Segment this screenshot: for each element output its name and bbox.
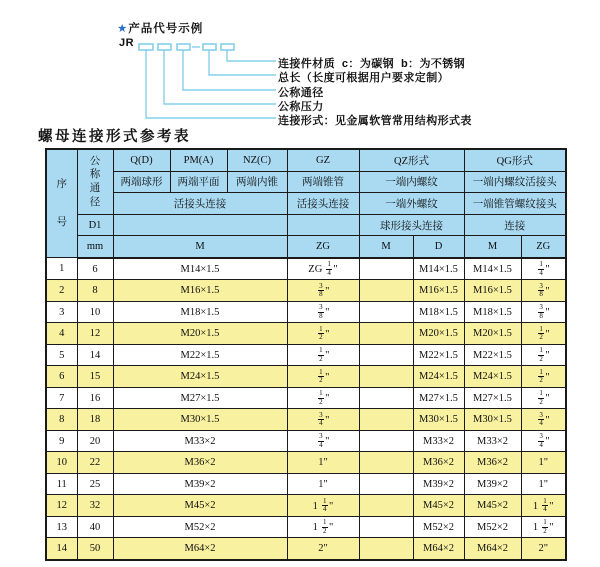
table-row bbox=[46, 301, 566, 323]
cell-gz: 1" bbox=[287, 452, 359, 474]
table-row bbox=[46, 344, 566, 366]
cell-seq: 2 bbox=[46, 280, 77, 302]
pm-desc: 两端平面 bbox=[170, 171, 227, 193]
qg-desc2: 一端锥管螺纹接头 bbox=[464, 193, 566, 215]
cell-gz: $\frac{1}{2}$ " bbox=[287, 366, 359, 388]
cell-qz-d: M20×1.5 bbox=[413, 323, 464, 345]
code-box-1 bbox=[139, 44, 153, 50]
dn-header-label: 公称通径 bbox=[89, 155, 101, 208]
cell-qz-m bbox=[359, 495, 413, 517]
cell-qg-zg: 1" bbox=[521, 473, 566, 495]
qg-desc1: 一端内螺纹活接头 bbox=[464, 171, 566, 193]
gz-unit-header: ZG bbox=[287, 236, 359, 258]
cell-seq: 10 bbox=[46, 452, 77, 474]
code-label-connection: 连接形式：见金属软管常用结构形式表 bbox=[278, 115, 472, 127]
col-header-dn bbox=[77, 149, 113, 214]
cell-seq: 3 bbox=[46, 301, 77, 323]
cell-qz-d: M33×2 bbox=[413, 430, 464, 452]
table-row bbox=[46, 366, 566, 388]
cell-seq: 5 bbox=[46, 344, 77, 366]
cell-m: M24×1.5 bbox=[113, 366, 287, 388]
cell-dn: 14 bbox=[77, 344, 113, 366]
cell-qg-m: M39×2 bbox=[464, 473, 521, 495]
cell-qg-m: M45×2 bbox=[464, 495, 521, 517]
cell-m: M36×2 bbox=[113, 452, 287, 474]
cell-qg-m: M20×1.5 bbox=[464, 323, 521, 345]
d1-header: D1 bbox=[77, 214, 113, 236]
cell-gz: $\frac{3}{4}$ " bbox=[287, 409, 359, 431]
cell-qz-d: M16×1.5 bbox=[413, 280, 464, 302]
cell-qg-zg: 2" bbox=[521, 538, 566, 560]
col-header-pm-code: PM(A) bbox=[170, 149, 227, 171]
cell-qz-d: M14×1.5 bbox=[413, 258, 464, 280]
star-icon: ★ bbox=[117, 23, 129, 35]
cell-m: M20×1.5 bbox=[113, 323, 287, 345]
cell-qz-d: M30×1.5 bbox=[413, 409, 464, 431]
cell-qz-m bbox=[359, 516, 413, 538]
code-label-material: 连接件材质 c：为碳钢 b：为不锈钢 bbox=[278, 58, 466, 70]
cell-qz-m bbox=[359, 452, 413, 474]
cell-qg-zg: 1 $\frac{1}{2}$ " bbox=[521, 516, 566, 538]
col-header-gz-code: GZ bbox=[287, 149, 359, 171]
cell-qg-m: M14×1.5 bbox=[464, 258, 521, 280]
cell-qg-zg: $\frac{1}{2}$ " bbox=[521, 387, 566, 409]
cell-qg-m: M24×1.5 bbox=[464, 366, 521, 388]
cell-gz: $\frac{1}{2}$ " bbox=[287, 344, 359, 366]
connector-line-diameter bbox=[183, 50, 276, 90]
table-row bbox=[46, 430, 566, 452]
cell-qg-m: M36×2 bbox=[464, 452, 521, 474]
cell-qg-m: M52×2 bbox=[464, 516, 521, 538]
cell-qg-m: M18×1.5 bbox=[464, 301, 521, 323]
cell-qz-m bbox=[359, 538, 413, 560]
code-box-2 bbox=[158, 44, 171, 50]
union-connection-header: 活接头连接 bbox=[113, 193, 287, 215]
cell-qz-d: M27×1.5 bbox=[413, 387, 464, 409]
cell-qz-m bbox=[359, 473, 413, 495]
cell-seq: 6 bbox=[46, 366, 77, 388]
cell-qg-zg: 1" bbox=[521, 452, 566, 474]
cell-qg-zg: $\frac{1}{2}$ " bbox=[521, 323, 566, 345]
cell-m: M22×1.5 bbox=[113, 344, 287, 366]
gz-connection-header: 活接头连接 bbox=[287, 193, 359, 215]
cell-qg-zg: $\frac{1}{2}$ " bbox=[521, 344, 566, 366]
cell-qg-zg: $\frac{1}{4}$ " bbox=[521, 258, 566, 280]
mm-header: mm bbox=[77, 236, 113, 258]
cell-qz-m bbox=[359, 323, 413, 345]
cell-m: M64×2 bbox=[113, 538, 287, 560]
cell-gz: $\frac{1}{2}$ " bbox=[287, 323, 359, 345]
qg-unit1-header: M bbox=[464, 236, 521, 258]
cell-seq: 13 bbox=[46, 516, 77, 538]
cell-m: M18×1.5 bbox=[113, 301, 287, 323]
cell-seq: 1 bbox=[46, 258, 77, 280]
connector-line-connection bbox=[146, 50, 276, 118]
table-row bbox=[46, 495, 566, 517]
m-unit-header: M bbox=[113, 236, 287, 258]
nz-desc: 两端内锥 bbox=[227, 171, 287, 193]
cell-dn: 32 bbox=[77, 495, 113, 517]
cell-seq: 9 bbox=[46, 430, 77, 452]
cell-qz-m bbox=[359, 344, 413, 366]
cell-qg-m: M64×2 bbox=[464, 538, 521, 560]
qz-desc2: 一端外螺纹 bbox=[359, 193, 464, 215]
cell-dn: 22 bbox=[77, 452, 113, 474]
col-header-q-code: Q(D) bbox=[113, 149, 170, 171]
qz-unit2-header: D bbox=[413, 236, 464, 258]
cell-dn: 25 bbox=[77, 473, 113, 495]
cell-m: M33×2 bbox=[113, 430, 287, 452]
cell-dn: 10 bbox=[77, 301, 113, 323]
cell-m: M45×2 bbox=[113, 495, 287, 517]
table-row bbox=[46, 452, 566, 474]
cell-qg-m: M33×2 bbox=[464, 430, 521, 452]
cell-gz: $\frac{3}{8}$ " bbox=[287, 301, 359, 323]
cell-seq: 8 bbox=[46, 409, 77, 431]
cell-dn: 40 bbox=[77, 516, 113, 538]
cell-seq: 11 bbox=[46, 473, 77, 495]
cell-m: M14×1.5 bbox=[113, 258, 287, 280]
product-code-heading-text: 产品代号示例 bbox=[128, 23, 204, 35]
code-box-3 bbox=[177, 44, 190, 50]
table-title: 螺母连接形式参考表 bbox=[38, 129, 191, 145]
table-row bbox=[46, 538, 566, 560]
cell-seq: 4 bbox=[46, 323, 77, 345]
seq-header-label: 序号 bbox=[56, 178, 67, 228]
cell-qz-d: M52×2 bbox=[413, 516, 464, 538]
code-label-pressure: 公称压力 bbox=[278, 101, 324, 113]
empty-header-cell bbox=[113, 214, 287, 236]
cell-gz: $\frac{3}{8}$ " bbox=[287, 280, 359, 302]
cell-seq: 12 bbox=[46, 495, 77, 517]
table-row bbox=[46, 473, 566, 495]
col-header-nz-code: NZ(C) bbox=[227, 149, 287, 171]
qz-desc1: 一端内螺纹 bbox=[359, 171, 464, 193]
table-row bbox=[46, 258, 566, 280]
cell-qz-m bbox=[359, 258, 413, 280]
qg-connection-header: 连接 bbox=[464, 214, 566, 236]
cell-qg-m: M16×1.5 bbox=[464, 280, 521, 302]
table-row bbox=[46, 409, 566, 431]
code-label-diameter: 公称通径 bbox=[278, 87, 324, 99]
cell-qz-d: M39×2 bbox=[413, 473, 464, 495]
cell-qg-m: M27×1.5 bbox=[464, 387, 521, 409]
cell-gz: 1" bbox=[287, 473, 359, 495]
cell-qg-zg: $\frac{3}{4}$ " bbox=[521, 430, 566, 452]
cell-qg-m: M22×1.5 bbox=[464, 344, 521, 366]
table-body bbox=[46, 258, 566, 560]
connector-line-pressure bbox=[164, 50, 276, 104]
col-header-qz-code: QZ形式 bbox=[359, 149, 464, 171]
cell-qg-zg: $\frac{3}{4}$ " bbox=[521, 409, 566, 431]
connector-line-length bbox=[209, 50, 276, 75]
table-row bbox=[46, 280, 566, 302]
cell-qz-d: M36×2 bbox=[413, 452, 464, 474]
col-header-seq bbox=[46, 149, 77, 258]
cell-m: M27×1.5 bbox=[113, 387, 287, 409]
cell-qg-zg: $\frac{1}{2}$ " bbox=[521, 366, 566, 388]
code-prefix: JR bbox=[119, 37, 135, 49]
cell-gz: 2" bbox=[287, 538, 359, 560]
cell-gz: $\frac{3}{4}$ " bbox=[287, 430, 359, 452]
cell-qz-d: M22×1.5 bbox=[413, 344, 464, 366]
code-box-4 bbox=[203, 44, 216, 50]
qz-connection-header: 球形接头连接 bbox=[359, 214, 464, 236]
cell-dn: 15 bbox=[77, 366, 113, 388]
table-row bbox=[46, 387, 566, 409]
cell-qz-m bbox=[359, 280, 413, 302]
cell-seq: 7 bbox=[46, 387, 77, 409]
cell-m: M39×2 bbox=[113, 473, 287, 495]
cell-gz: 1 $\frac{1}{4}$ " bbox=[287, 495, 359, 517]
table-row bbox=[46, 516, 566, 538]
connector-line-material bbox=[227, 50, 276, 61]
cell-qg-m: M30×1.5 bbox=[464, 409, 521, 431]
cell-qz-d: M45×2 bbox=[413, 495, 464, 517]
cell-gz: 1 $\frac{1}{2}$ " bbox=[287, 516, 359, 538]
cell-qz-m bbox=[359, 366, 413, 388]
reference-table bbox=[45, 148, 567, 561]
cell-qg-zg: $\frac{3}{8}$ " bbox=[521, 280, 566, 302]
q-desc: 两端球形 bbox=[113, 171, 170, 193]
cell-dn: 18 bbox=[77, 409, 113, 431]
cell-qz-d: M24×1.5 bbox=[413, 366, 464, 388]
cell-dn: 6 bbox=[77, 258, 113, 280]
cell-m: M30×1.5 bbox=[113, 409, 287, 431]
cell-dn: 8 bbox=[77, 280, 113, 302]
qg-unit2-header: ZG bbox=[521, 236, 566, 258]
table-row bbox=[46, 323, 566, 345]
cell-m: M52×2 bbox=[113, 516, 287, 538]
cell-qg-zg: $\frac{3}{8}$ " bbox=[521, 301, 566, 323]
cell-dn: 16 bbox=[77, 387, 113, 409]
cell-qz-d: M18×1.5 bbox=[413, 301, 464, 323]
code-box-5 bbox=[221, 44, 234, 50]
cell-qz-m bbox=[359, 387, 413, 409]
code-label-length: 总长（长度可根据用户要求定制） bbox=[278, 72, 449, 84]
cell-seq: 14 bbox=[46, 538, 77, 560]
cell-dn: 12 bbox=[77, 323, 113, 345]
gz-desc: 两端锥管 bbox=[287, 171, 359, 193]
cell-dn: 50 bbox=[77, 538, 113, 560]
cell-qz-m bbox=[359, 301, 413, 323]
cell-qz-d: M64×2 bbox=[413, 538, 464, 560]
empty-header-cell bbox=[287, 214, 359, 236]
col-header-qg-code: QG形式 bbox=[464, 149, 566, 171]
cell-gz: $\frac{1}{2}$ " bbox=[287, 387, 359, 409]
cell-qz-m bbox=[359, 409, 413, 431]
cell-qg-zg: 1 $\frac{1}{4}$ " bbox=[521, 495, 566, 517]
qz-unit1-header: M bbox=[359, 236, 413, 258]
cell-gz: ZG $\frac{1}{4}$ " bbox=[287, 258, 359, 280]
cell-dn: 20 bbox=[77, 430, 113, 452]
cell-qz-m bbox=[359, 430, 413, 452]
cell-m: M16×1.5 bbox=[113, 280, 287, 302]
